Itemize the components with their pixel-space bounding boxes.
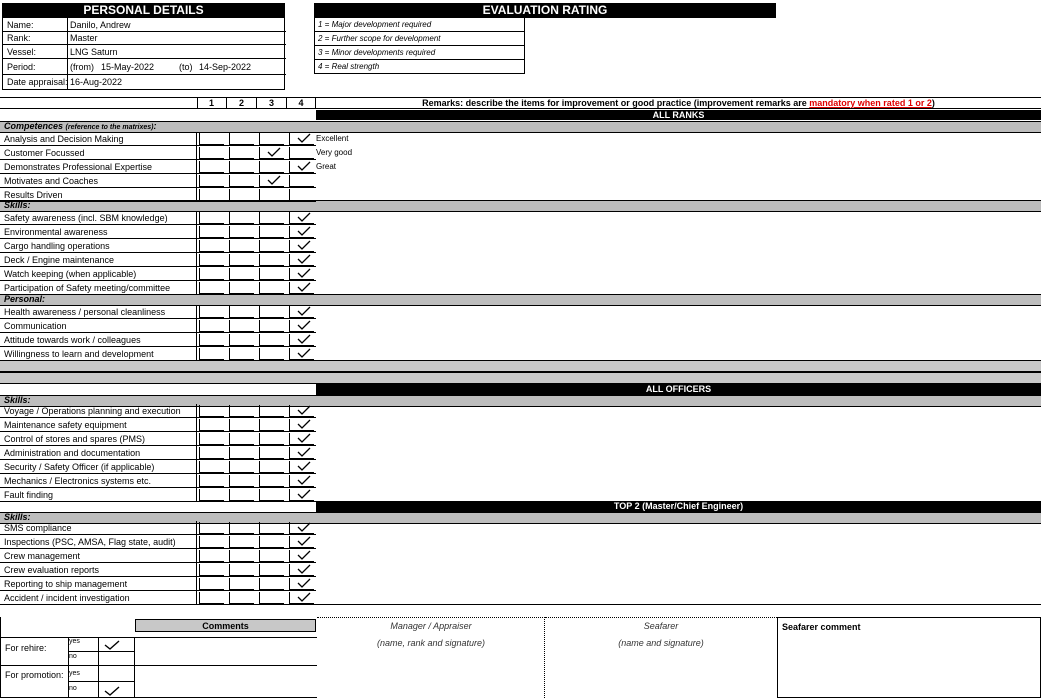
rating-box-3[interactable] — [259, 282, 284, 294]
rating-box-1[interactable] — [199, 592, 224, 604]
rating-box-2[interactable] — [229, 592, 254, 604]
rating-box-1[interactable] — [199, 282, 224, 294]
check-icon — [297, 334, 311, 344]
item-cell — [0, 333, 197, 347]
rating-box-3[interactable] — [259, 578, 284, 590]
promotion-label: For promotion: — [5, 670, 64, 680]
item-label: Administration and documentation — [4, 448, 141, 458]
rating-box-2[interactable] — [229, 320, 254, 332]
rating-box-2[interactable] — [229, 522, 254, 534]
item-cell — [0, 474, 197, 488]
rating-box-4[interactable] — [289, 175, 314, 187]
rating-box-2[interactable] — [229, 212, 254, 224]
personal-header: Personal: — [0, 294, 1041, 306]
rating-box-2[interactable] — [229, 578, 254, 590]
rating-box-2[interactable] — [229, 268, 254, 280]
item-label: Willingness to learn and development — [4, 349, 154, 359]
item-label: Cargo handling operations — [4, 241, 110, 251]
item-cell — [0, 446, 197, 460]
rating-box-2[interactable] — [229, 133, 254, 145]
rating-box-2[interactable] — [229, 240, 254, 252]
rehire-label: For rehire: — [5, 643, 47, 653]
rehire-no-label: no — [69, 653, 77, 660]
rating-box-2[interactable] — [229, 306, 254, 318]
item-label: Communication — [4, 321, 67, 331]
item-cell — [0, 146, 197, 160]
period-to-label: (to) — [179, 62, 193, 72]
top2-title: TOP 2 (Master/Chief Engineer) — [316, 501, 1041, 512]
competences-header: Competences (reference to the matrixes): — [0, 121, 1041, 133]
check-icon — [297, 240, 311, 250]
rating-box-1[interactable] — [199, 226, 224, 238]
separator-row — [0, 360, 1041, 372]
item-cell — [0, 132, 197, 146]
rating-box-3[interactable] — [259, 240, 284, 252]
separator-row — [0, 372, 1041, 384]
item-cell — [0, 549, 197, 563]
rating-box-2[interactable] — [229, 564, 254, 576]
rating-box-3[interactable] — [259, 564, 284, 576]
rating-box-1[interactable] — [199, 212, 224, 224]
promotion-no-check-icon[interactable] — [104, 686, 120, 696]
rating-header-4: 4 — [287, 98, 316, 108]
rating-box-2[interactable] — [229, 461, 254, 473]
rating-header-row — [0, 97, 1041, 109]
rank-value: Master — [70, 33, 98, 43]
rating-header-1: 1 — [197, 98, 227, 108]
rating-box-2[interactable] — [229, 161, 254, 173]
seafarer-comment-box[interactable] — [777, 617, 1041, 698]
rating-box-3[interactable] — [259, 348, 284, 360]
item-label: Attitude towards work / colleagues — [4, 335, 141, 345]
item-label: Reporting to ship management — [4, 579, 128, 589]
rating-box-3[interactable] — [259, 334, 284, 346]
item-label: Security / Safety Officer (if applicable) — [4, 462, 155, 472]
seafarer-label: Seafarer — [643, 621, 679, 631]
check-icon — [297, 578, 311, 588]
rating-box-3[interactable] — [259, 475, 284, 487]
item-label: Demonstrates Professional Expertise — [4, 162, 153, 172]
rating-box-3[interactable] — [259, 522, 284, 534]
rating-box-2[interactable] — [229, 282, 254, 294]
date-appraisal-value: 16-Aug-2022 — [70, 77, 123, 87]
item-label: Crew evaluation reports — [4, 565, 100, 575]
item-cell — [0, 460, 197, 474]
rating-box-1[interactable] — [199, 175, 224, 187]
item-label: Environmental awareness — [4, 227, 108, 237]
rating-box-1[interactable] — [199, 240, 224, 252]
item-label: Maintenance safety equipment — [4, 420, 127, 430]
rating-box-3[interactable] — [259, 536, 284, 548]
promotion-no-label: no — [69, 685, 77, 692]
item-cell — [0, 225, 197, 239]
item-cell — [0, 319, 197, 333]
rating-box-3[interactable] — [259, 320, 284, 332]
check-icon — [297, 306, 311, 316]
rating-box-1[interactable] — [199, 161, 224, 173]
item-label: Mechanics / Electronics systems etc. — [4, 476, 152, 486]
item-label: Safety awareness (incl. SBM knowledge) — [4, 213, 168, 223]
personal-details-title: PERSONAL DETAILS — [2, 3, 285, 18]
item-remark: Great — [316, 162, 337, 171]
rating-header-2: 2 — [227, 98, 257, 108]
manager-signature-box[interactable] — [317, 617, 545, 698]
item-label: Customer Focussed — [4, 148, 85, 158]
rating-box-3[interactable] — [259, 189, 284, 201]
rating-box-1[interactable] — [199, 147, 224, 159]
item-label: Voyage / Operations planning and execution — [4, 406, 181, 416]
rating-box-2[interactable] — [229, 348, 254, 360]
item-cell — [0, 160, 197, 174]
check-icon — [297, 282, 311, 292]
remarks-mandatory-note: mandatory when rated 1 or 2 — [809, 98, 932, 108]
rating-box-2[interactable] — [229, 334, 254, 346]
item-cell — [0, 239, 197, 253]
all-ranks-title: ALL RANKS — [316, 110, 1041, 120]
manager-sub-label: (name, rank and signature) — [376, 638, 486, 648]
item-cell — [0, 488, 197, 502]
rating-box-1[interactable] — [199, 564, 224, 576]
rating-box-1[interactable] — [199, 433, 224, 445]
rating-box-3[interactable] — [259, 254, 284, 266]
rating-box-3[interactable] — [259, 405, 284, 417]
period-label: Period: — [7, 62, 36, 72]
rehire-yes-check-icon[interactable] — [104, 640, 120, 650]
rating-box-2[interactable] — [229, 226, 254, 238]
item-label: Accident / incident investigation — [4, 593, 130, 603]
rating-box-3[interactable] — [259, 433, 284, 445]
check-icon — [267, 147, 281, 157]
rating-box-2[interactable] — [229, 536, 254, 548]
vessel-value: LNG Saturn — [70, 47, 118, 57]
rank-label: Rank: — [7, 33, 31, 43]
item-cell — [0, 404, 197, 418]
rating-box-2[interactable] — [229, 489, 254, 501]
rating-box-3[interactable] — [259, 419, 284, 431]
rating-box-1[interactable] — [199, 522, 224, 534]
comments-header: Comments — [135, 619, 316, 632]
item-label: Motivates and Coaches — [4, 176, 99, 186]
date-appraisal-label: Date appraisal: — [7, 77, 68, 87]
rating-box-3[interactable] — [259, 550, 284, 562]
skills-header: Skills: — [0, 200, 1041, 212]
check-icon — [297, 592, 311, 602]
rating-box-1[interactable] — [199, 254, 224, 266]
item-cell — [0, 521, 197, 535]
period-to-value: 14-Sep-2022 — [199, 62, 252, 72]
item-label: Participation of Safety meeting/committee — [4, 283, 171, 293]
seafarer-comment-label: Seafarer comment — [782, 622, 861, 632]
name-value: Danilo, Andrew — [70, 20, 131, 30]
rating-box-2[interactable] — [229, 447, 254, 459]
check-icon — [297, 320, 311, 330]
evaluation-rating-title: EVALUATION RATING — [314, 3, 776, 18]
evaluation-legend — [314, 18, 525, 74]
rehire-block — [0, 617, 317, 698]
rating-box-2[interactable] — [229, 419, 254, 431]
check-icon — [297, 161, 311, 171]
item-cell — [0, 418, 197, 432]
rating-box-2[interactable] — [229, 189, 254, 201]
item-label: Health awareness / personal cleanliness — [4, 307, 166, 317]
rating-box-1[interactable] — [199, 447, 224, 459]
rating-box-3[interactable] — [259, 306, 284, 318]
rating-box-1[interactable] — [199, 320, 224, 332]
rating-box-3[interactable] — [259, 461, 284, 473]
rating-box-3[interactable] — [259, 592, 284, 604]
item-cell — [0, 577, 197, 591]
item-cell — [0, 174, 197, 188]
check-icon — [297, 522, 311, 532]
item-cell — [0, 347, 197, 361]
rating-box-3[interactable] — [259, 489, 284, 501]
promotion-yes-label: yes — [69, 670, 80, 677]
rating-box-1[interactable] — [199, 536, 224, 548]
item-cell — [0, 281, 197, 295]
item-label: Results Driven — [4, 190, 63, 200]
rating-box-1[interactable] — [199, 348, 224, 360]
check-icon — [297, 564, 311, 574]
all-officers-title: ALL OFFICERS — [316, 384, 1041, 395]
rating-box-2[interactable] — [229, 254, 254, 266]
personal-details-table — [2, 18, 285, 90]
rating-box-2[interactable] — [229, 475, 254, 487]
rating-box-2[interactable] — [229, 433, 254, 445]
rating-box-1[interactable] — [199, 475, 224, 487]
item-cell — [0, 535, 197, 549]
manager-label: Manager / Appraiser — [390, 621, 472, 631]
check-icon — [297, 268, 311, 278]
item-cell — [0, 211, 197, 225]
rating-box-1[interactable] — [199, 189, 224, 201]
item-label: Watch keeping (when applicable) — [4, 269, 137, 279]
rating-header-3: 3 — [257, 98, 287, 108]
item-cell — [0, 253, 197, 267]
item-label: Control of stores and spares (PMS) — [4, 434, 146, 444]
seafarer-sub-label: (name and signature) — [618, 638, 704, 648]
item-cell — [0, 267, 197, 281]
check-icon — [297, 447, 311, 457]
item-cell — [0, 188, 197, 202]
item-label: Analysis and Decision Making — [4, 134, 124, 144]
check-icon — [297, 550, 311, 560]
check-icon — [297, 348, 311, 358]
check-icon — [297, 461, 311, 471]
item-label: SMS compliance — [4, 523, 72, 533]
item-remark: Very good — [316, 148, 353, 157]
check-icon — [297, 489, 311, 499]
check-icon — [297, 433, 311, 443]
item-cell — [0, 305, 197, 319]
rating-box-4[interactable] — [289, 189, 314, 201]
rehire-yes-label: yes — [69, 638, 80, 645]
rating-box-3[interactable] — [259, 447, 284, 459]
vessel-label: Vessel: — [7, 47, 37, 57]
rating-box-3[interactable] — [259, 268, 284, 280]
rating-box-3[interactable] — [259, 133, 284, 145]
rating-box-2[interactable] — [229, 147, 254, 159]
legend-item: 2 = Further scope for development — [314, 32, 525, 46]
rating-box-1[interactable] — [199, 268, 224, 280]
rating-box-3[interactable] — [259, 161, 284, 173]
check-icon — [297, 475, 311, 485]
item-label: Fault finding — [4, 490, 54, 500]
rating-box-3[interactable] — [259, 212, 284, 224]
check-icon — [297, 419, 311, 429]
skills-header: Skills: — [0, 512, 1041, 524]
rating-box-3[interactable] — [259, 226, 284, 238]
item-cell — [0, 591, 197, 605]
skills-header: Skills: — [0, 395, 1041, 407]
legend-item: 4 = Real strength — [314, 60, 525, 74]
rating-box-1[interactable] — [199, 419, 224, 431]
rating-box-2[interactable] — [229, 405, 254, 417]
check-icon — [267, 175, 281, 185]
legend-item: 3 = Minor developments required — [314, 46, 525, 60]
period-from-value: 15-May-2022 — [101, 62, 155, 72]
item-label: Deck / Engine maintenance — [4, 255, 115, 265]
rating-box-1[interactable] — [199, 550, 224, 562]
check-icon — [297, 405, 311, 415]
name-label: Name: — [7, 20, 34, 30]
rating-box-1[interactable] — [199, 489, 224, 501]
item-cell — [0, 563, 197, 577]
remarks-header: Remarks: describe the items for improvement or good practice (improvement remarks are mandatory when rated 1 or 2) — [422, 98, 935, 108]
rating-box-1[interactable] — [199, 133, 224, 145]
check-icon — [297, 226, 311, 236]
legend-item: 1 = Major development required — [314, 18, 525, 32]
item-remark: Excellent — [316, 134, 349, 143]
item-cell — [0, 432, 197, 446]
rating-box-1[interactable] — [199, 405, 224, 417]
rating-box-1[interactable] — [199, 461, 224, 473]
rating-box-2[interactable] — [229, 175, 254, 187]
rating-box-1[interactable] — [199, 578, 224, 590]
rating-box-1[interactable] — [199, 306, 224, 318]
rating-box-1[interactable] — [199, 334, 224, 346]
check-icon — [297, 254, 311, 264]
check-icon — [297, 536, 311, 546]
rating-box-2[interactable] — [229, 550, 254, 562]
seafarer-signature-box[interactable] — [545, 617, 777, 698]
item-label: Crew management — [4, 551, 81, 561]
rating-box-4[interactable] — [289, 147, 314, 159]
check-icon — [297, 212, 311, 222]
period-from-label: (from) — [70, 62, 94, 72]
check-icon — [297, 133, 311, 143]
item-label: Inspections (PSC, AMSA, Flag state, audit) — [4, 537, 176, 547]
